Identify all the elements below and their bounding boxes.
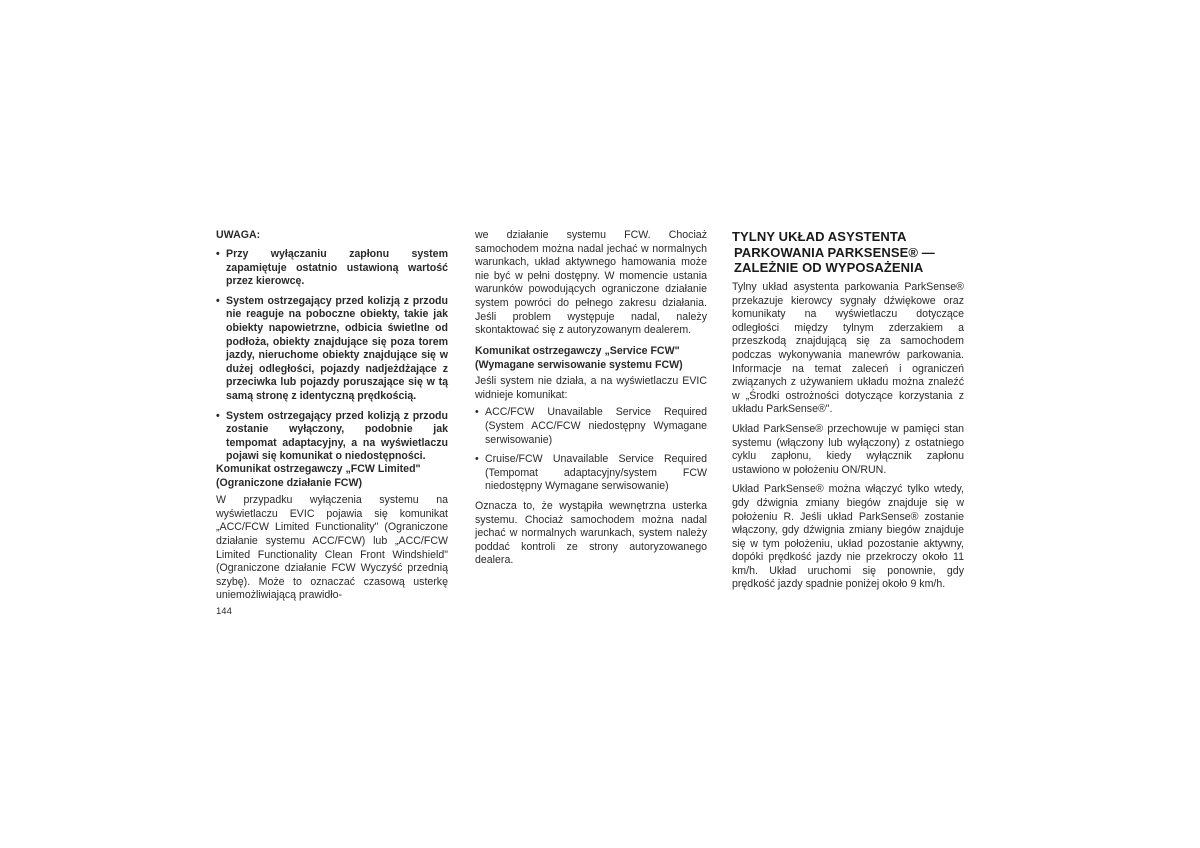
bullet-icon: • — [475, 406, 479, 419]
bullet-icon: • — [216, 248, 220, 260]
list-item: • ACC/FCW Unavailable Service Required (System ACC/FCW niedostępny Wymagane serwisowanie) — [475, 406, 707, 446]
list-item: • Przy wyłączaniu zapłonu system zapamiętuje ostatnio ustawioną wartość przez kierowcę. — [216, 248, 448, 288]
fcw-limited-text: W przypadku wyłączenia systemu na wyświetlaczu EVIC pojawia się komunikat „ACC/FCW Limited Functionality" (Ograniczone działanie systemu ACC/FCW) lub „ACC/FCW Limited Functionality Clean Front Windshield" (Ograniczone działanie FCW Wyczyść przednią szybę). Może to oznaczać czasową usterkę uniemożliwiającą prawidło- — [216, 494, 448, 602]
page-number: 144 — [216, 606, 232, 617]
list-item: • System ostrzegający przed kolizją z przodu nie reaguje na poboczne obiekty, takie jak obiekty napowietrzne, odbicia świetlne od podłoża, obiekty znajdujące się poza torem jazdy, nieruchome obiekty znajdujące się w dużej odległości, pojazdy nadjeżdżające z przeciwka lub pojazdy poruszające się w tą samą stronę z identyczną prędkością. — [216, 294, 448, 402]
bullet-icon: • — [216, 409, 220, 422]
list-item: • Cruise/FCW Unavailable Service Required (Tempomat adaptacyjny/system FCW niedostępny Wymagane serwisowanie) — [475, 453, 707, 493]
bullet-icon: • — [216, 294, 220, 307]
service-fcw-section — [475, 345, 707, 568]
paragraph: Układ ParkSense® można włączyć tylko wtedy, gdy dźwignia zmiany biegów znajduje się w położeniu R. Jeśli układ ParkSense® zostanie włączony, gdy dźwignia zmiany biegów znajduje się w tym położeniu, układ pozostanie aktywny, dopóki prędkość jazdy nie przekroczy około 11 km/h. Układ uruchomi się ponownie, gdy prędkość jazdy spadnie poniżej około 9 km/h. — [732, 483, 964, 591]
parksense-text — [732, 281, 964, 592]
service-fcw-heading: Komunikat ostrzegawczy „Service FCW" (Wymagane serwisowanie systemu FCW) — [475, 345, 683, 371]
note-bullets — [216, 248, 448, 470]
paragraph: Jeśli system nie działa, a na wyświetlaczu EVIC widnieje komunikat: — [475, 375, 707, 401]
list-item: • System ostrzegający przed kolizją z przodu zostanie wyłączony, podobnie jak tempomat adaptacyjny, a na wyświetlaczu pojawi się komunikat o niedostępności. — [216, 409, 448, 463]
paragraph: Układ ParkSense® przechowuje w pamięci stan systemu (włączony lub wyłączony) z ostatniego cyklu zapłonu, kiedy wyłącznik zapłonu ustawiono w położeniu ON/RUN. — [732, 422, 964, 476]
fcw-limited-heading: Komunikat ostrzegawczy „FCW Limited" (Ograniczone działanie FCW) — [216, 463, 421, 489]
paragraph: we działanie systemu FCW. Chociaż samochodem można nadal jechać w normalnych warunkach, układ aktywnego hamowania może nie być w pełni dostępny. W momencie ustania warunków powodujących ograniczone działanie system powróci do pełnego zakresu działania. Jeśli problem występuje nadal, należy skontaktować się z autoryzowanym dealerem. — [475, 229, 707, 337]
paragraph: Oznacza to, że wystąpiła wewnętrzna usterka systemu. Chociaż samochodem można nadal jechać w normalnych warunkach, system należy poddać kontroli ze strony autoryzowanego dealera. — [475, 499, 707, 567]
fcw-limited-section — [216, 463, 448, 603]
note-heading: UWAGA: — [216, 229, 261, 241]
paragraph: Tylny układ asystenta parkowania ParkSense® przekazuje kierowcy sygnały dźwiękowe oraz komunikaty na wyświetlaczu dotyczące odległości między tylnym zderzakiem a przeszkodą znajdującą się za samochodem podczas wykonywania manewrów parkowania. Informacje na temat zaleceń i ograniczeń związanych z używaniem układu można znaleźć w „Środki ostrożności dotyczące korzystania z układu ParkSense®". — [732, 281, 964, 416]
fcw-continued-text — [475, 229, 707, 338]
section-title: TYLNY UKŁAD ASYSTENTA PARKOWANIA PARKSENSE® — ZALEŻNIE OD WYPOSAŻENIA — [732, 229, 935, 275]
bullet-icon: • — [475, 453, 479, 466]
